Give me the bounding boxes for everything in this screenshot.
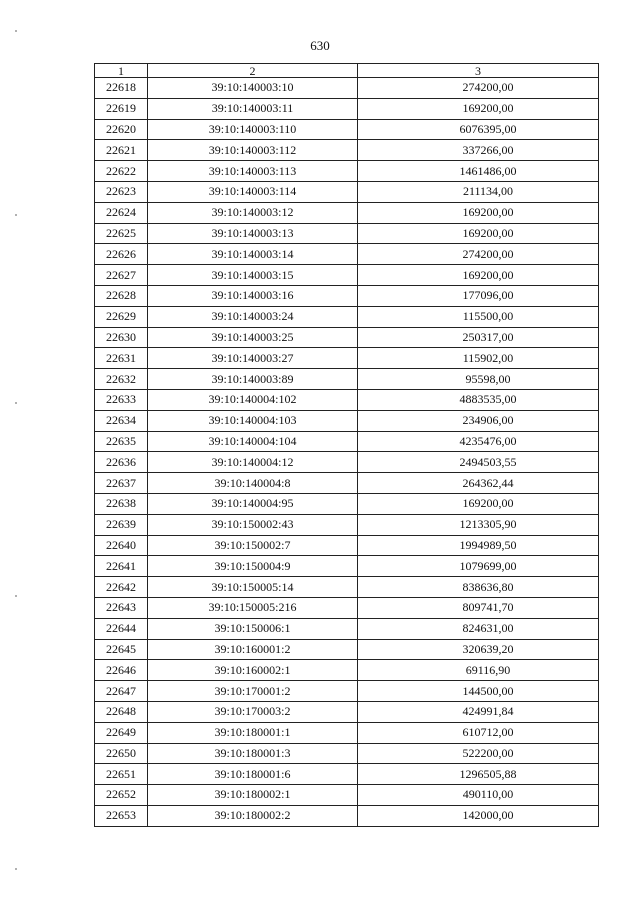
table-row	[95, 493, 599, 514]
cadastral-value-cell: 809741,70	[358, 597, 599, 618]
cadastral-number-cell: 39:10:140003:114	[148, 181, 358, 202]
cadastral-number-cell: 39:10:140003:24	[148, 306, 358, 327]
cadastral-number-cell: 39:10:140004:95	[148, 493, 358, 514]
cadastral-value-cell: 169200,00	[358, 265, 599, 286]
table-row	[95, 98, 599, 119]
cadastral-value-cell: 177096,00	[358, 285, 599, 306]
cadastral-number-cell: 39:10:140003:12	[148, 202, 358, 223]
cadastral-value-cell: 4883535,00	[358, 389, 599, 410]
table-row	[95, 78, 599, 99]
row-number-cell: 22644	[95, 618, 148, 639]
cadastral-number-cell: 39:10:180001:6	[148, 764, 358, 785]
table-row	[95, 140, 599, 161]
row-number-cell: 22620	[95, 119, 148, 140]
cadastral-number-cell: 39:10:140003:14	[148, 244, 358, 265]
cadastral-value-cell: 274200,00	[358, 78, 599, 99]
cadastral-number-cell: 39:10:140004:8	[148, 473, 358, 494]
page-number: 630	[310, 38, 330, 53]
table-row	[95, 161, 599, 182]
table-row	[95, 805, 599, 826]
cadastral-value-cell: 337266,00	[358, 140, 599, 161]
margin-mark	[15, 868, 17, 870]
table-row	[95, 535, 599, 556]
row-number-cell: 22653	[95, 805, 148, 826]
column-header: 3	[358, 64, 599, 78]
row-number-cell: 22621	[95, 140, 148, 161]
cadastral-value-cell: 95598,00	[358, 369, 599, 390]
cadastral-number-cell: 39:10:140003:11	[148, 98, 358, 119]
table-row	[95, 452, 599, 473]
cadastral-value-cell: 2494503,55	[358, 452, 599, 473]
table-row	[95, 577, 599, 598]
table-header-row	[95, 64, 599, 78]
table-row	[95, 389, 599, 410]
table-row	[95, 202, 599, 223]
cadastral-value-cell: 144500,00	[358, 681, 599, 702]
cadastral-number-cell: 39:10:140003:15	[148, 265, 358, 286]
cadastral-number-cell: 39:10:140003:16	[148, 285, 358, 306]
table-row	[95, 681, 599, 702]
cadastral-number-cell: 39:10:140003:27	[148, 348, 358, 369]
margin-mark	[15, 30, 17, 32]
cadastral-value-cell: 522200,00	[358, 743, 599, 764]
cadastral-number-cell: 39:10:140003:10	[148, 78, 358, 99]
table-row	[95, 410, 599, 431]
cadastral-number-cell: 39:10:140004:104	[148, 431, 358, 452]
table-row	[95, 119, 599, 140]
cadastral-number-cell: 39:10:160001:2	[148, 639, 358, 660]
table-row	[95, 244, 599, 265]
table-row	[95, 265, 599, 286]
cadastral-value-cell: 115500,00	[358, 306, 599, 327]
row-number-cell: 22623	[95, 181, 148, 202]
table-row	[95, 618, 599, 639]
row-number-cell: 22628	[95, 285, 148, 306]
cadastral-value-cell: 211134,00	[358, 181, 599, 202]
row-number-cell: 22645	[95, 639, 148, 660]
table-row	[95, 639, 599, 660]
row-number-cell: 22632	[95, 369, 148, 390]
row-number-cell: 22629	[95, 306, 148, 327]
table-row	[95, 327, 599, 348]
cadastral-value-cell: 4235476,00	[358, 431, 599, 452]
cadastral-number-cell: 39:10:140003:113	[148, 161, 358, 182]
row-number-cell: 22637	[95, 473, 148, 494]
cadastral-value-cell: 169200,00	[358, 98, 599, 119]
row-number-cell: 22634	[95, 410, 148, 431]
row-number-cell: 22633	[95, 389, 148, 410]
cadastral-number-cell: 39:10:150005:14	[148, 577, 358, 598]
margin-mark	[15, 214, 17, 216]
cadastral-number-cell: 39:10:150002:7	[148, 535, 358, 556]
table-row	[95, 764, 599, 785]
cadastral-value-cell: 264362,44	[358, 473, 599, 494]
cadastral-value-cell: 1213305,90	[358, 514, 599, 535]
cadastral-number-cell: 39:10:150005:216	[148, 597, 358, 618]
table-row	[95, 597, 599, 618]
cadastral-value-cell: 424991,84	[358, 701, 599, 722]
cadastral-value-cell: 234906,00	[358, 410, 599, 431]
row-number-cell: 22627	[95, 265, 148, 286]
row-number-cell: 22640	[95, 535, 148, 556]
row-number-cell: 22626	[95, 244, 148, 265]
cadastral-number-cell: 39:10:150002:43	[148, 514, 358, 535]
row-number-cell: 22624	[95, 202, 148, 223]
cadastral-value-cell: 320639,20	[358, 639, 599, 660]
cadastral-value-cell: 274200,00	[358, 244, 599, 265]
table-row	[95, 556, 599, 577]
table-row	[95, 306, 599, 327]
row-number-cell: 22636	[95, 452, 148, 473]
cadastral-value-cell: 250317,00	[358, 327, 599, 348]
cadastral-value-cell: 1079699,00	[358, 556, 599, 577]
row-number-cell: 22652	[95, 785, 148, 806]
row-number-cell: 22631	[95, 348, 148, 369]
cadastral-number-cell: 39:10:180001:1	[148, 722, 358, 743]
column-header: 2	[148, 64, 358, 78]
row-number-cell: 22647	[95, 681, 148, 702]
table-row	[95, 181, 599, 202]
cadastral-value-cell: 6076395,00	[358, 119, 599, 140]
cadastral-number-cell: 39:10:140003:25	[148, 327, 358, 348]
table-row	[95, 348, 599, 369]
table-row	[95, 514, 599, 535]
row-number-cell: 22641	[95, 556, 148, 577]
row-number-cell: 22638	[95, 493, 148, 514]
cadastral-number-cell: 39:10:150004:9	[148, 556, 358, 577]
column-header: 1	[95, 64, 148, 78]
table-row	[95, 473, 599, 494]
row-number-cell: 22650	[95, 743, 148, 764]
cadastral-value-cell: 824631,00	[358, 618, 599, 639]
cadastral-number-cell: 39:10:140004:12	[148, 452, 358, 473]
cadastral-value-cell: 169200,00	[358, 202, 599, 223]
cadastral-number-cell: 39:10:150006:1	[148, 618, 358, 639]
table-row	[95, 701, 599, 722]
cadastral-value-cell: 169200,00	[358, 493, 599, 514]
cadastral-number-cell: 39:10:140004:103	[148, 410, 358, 431]
row-number-cell: 22619	[95, 98, 148, 119]
row-number-cell: 22643	[95, 597, 148, 618]
row-number-cell: 22625	[95, 223, 148, 244]
table-row	[95, 223, 599, 244]
row-number-cell: 22648	[95, 701, 148, 722]
table-row	[95, 369, 599, 390]
cadastral-number-cell: 39:10:180002:1	[148, 785, 358, 806]
row-number-cell: 22639	[95, 514, 148, 535]
cadastral-value-cell: 838636,80	[358, 577, 599, 598]
table-row	[95, 785, 599, 806]
margin-mark	[15, 402, 17, 404]
table-row	[95, 722, 599, 743]
margin-mark	[15, 595, 17, 597]
table-row	[95, 743, 599, 764]
cadastral-value-cell: 610712,00	[358, 722, 599, 743]
row-number-cell: 22635	[95, 431, 148, 452]
row-number-cell: 22651	[95, 764, 148, 785]
table-row	[95, 660, 599, 681]
cadastral-value-cell: 490110,00	[358, 785, 599, 806]
row-number-cell: 22630	[95, 327, 148, 348]
row-number-cell: 22622	[95, 161, 148, 182]
cadastral-value-cell: 1461486,00	[358, 161, 599, 182]
cadastral-value-table	[94, 63, 599, 827]
cadastral-number-cell: 39:10:140003:89	[148, 369, 358, 390]
row-number-cell: 22649	[95, 722, 148, 743]
cadastral-value-cell: 142000,00	[358, 805, 599, 826]
table-row	[95, 285, 599, 306]
cadastral-number-cell: 39:10:140004:102	[148, 389, 358, 410]
cadastral-number-cell: 39:10:170001:2	[148, 681, 358, 702]
cadastral-value-cell: 169200,00	[358, 223, 599, 244]
cadastral-value-cell: 1994989,50	[358, 535, 599, 556]
cadastral-number-cell: 39:10:140003:13	[148, 223, 358, 244]
cadastral-number-cell: 39:10:140003:112	[148, 140, 358, 161]
row-number-cell: 22642	[95, 577, 148, 598]
cadastral-value-cell: 69116,90	[358, 660, 599, 681]
cadastral-value-cell: 1296505,88	[358, 764, 599, 785]
cadastral-number-cell: 39:10:180002:2	[148, 805, 358, 826]
cadastral-number-cell: 39:10:180001:3	[148, 743, 358, 764]
row-number-cell: 22618	[95, 78, 148, 99]
cadastral-value-cell: 115902,00	[358, 348, 599, 369]
cadastral-number-cell: 39:10:170003:2	[148, 701, 358, 722]
row-number-cell: 22646	[95, 660, 148, 681]
cadastral-number-cell: 39:10:140003:110	[148, 119, 358, 140]
cadastral-number-cell: 39:10:160002:1	[148, 660, 358, 681]
table-row	[95, 431, 599, 452]
